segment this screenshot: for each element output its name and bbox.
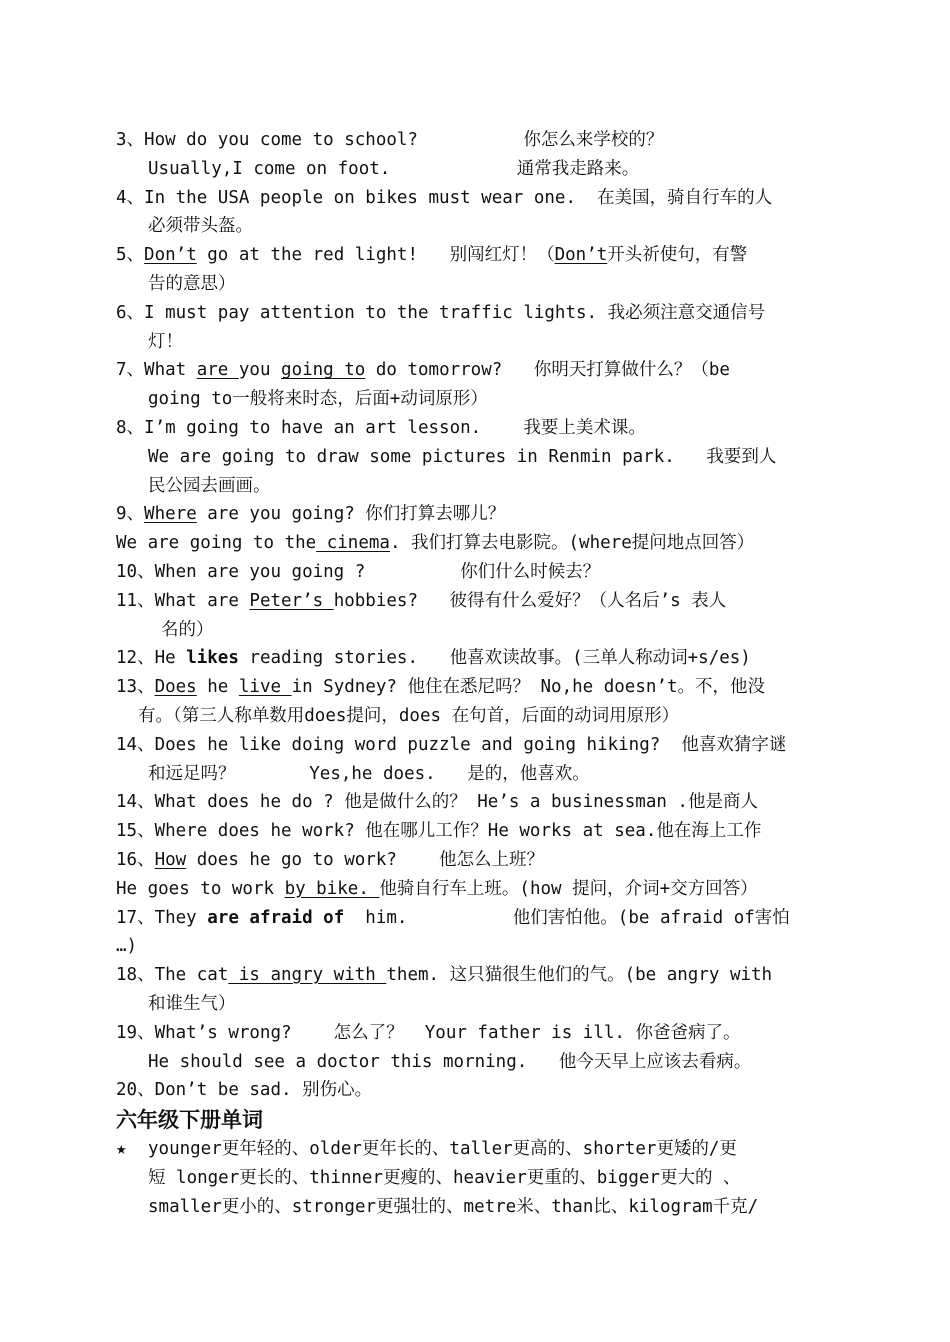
line-text: He should see a doctor this morning. 他今天早上应该去看病。 — [148, 1051, 752, 1072]
line-text: in Sydney? 他住在悉尼吗？ No,he doesn’t。不，他没 — [291, 677, 765, 698]
line-text: reading stories. 他喜欢读故事。(三单人称动词+s/es) — [238, 648, 751, 669]
text-line — [116, 616, 838, 645]
vocab-text: 短 longer更长的、thinner更瘦的、heavier更重的、bigger更大的 、 — [148, 1167, 741, 1188]
text-line — [116, 1048, 838, 1077]
line-text: 和远足吗？ Yes,he does. 是的，他喜欢。 — [148, 763, 590, 784]
line-text: 18、The cat — [116, 965, 229, 986]
line-text: 13、 — [116, 677, 155, 698]
text-line — [116, 558, 838, 587]
text-line — [116, 299, 838, 328]
line-text: 必须带头盔。 — [148, 216, 253, 237]
text-line — [116, 587, 838, 616]
underlined-text: Don’t — [144, 245, 197, 266]
star-icon: ★ — [116, 1139, 127, 1160]
text-line — [116, 385, 838, 414]
underlined-text: cinema — [316, 533, 390, 554]
line-text: are you going? 你们打算去哪儿？ — [196, 504, 506, 525]
text-line — [116, 875, 838, 904]
vocab-line — [116, 1135, 838, 1164]
underlined-text: Does — [154, 677, 197, 698]
line-text: 15、Where does he work? 他在哪儿工作？He works at sea.他在海上工作 — [116, 821, 762, 842]
underlined-text: by bike. — [284, 878, 380, 899]
line-text: 5、 — [116, 245, 145, 266]
text-line — [116, 184, 838, 213]
text-line — [116, 673, 838, 702]
text-line — [116, 356, 838, 385]
text-line — [116, 241, 838, 270]
text-line — [116, 328, 838, 357]
vocab-line — [116, 1164, 838, 1193]
text-line — [116, 932, 838, 961]
line-text: go at the red light! 别闯红灯！（ — [196, 245, 555, 266]
line-text: 8、I’m going to have an art lesson. 我要上美术课。 — [116, 417, 646, 438]
line-text: hobbies? 彼得有什么爱好？（人名后’s 表人 — [333, 590, 727, 611]
line-text: 9、 — [116, 504, 145, 525]
vocab-text: smaller更小的、stronger更强壮的、metre米、than比、kilogram千克/ — [148, 1196, 759, 1217]
line-text: 民公园去画画。 — [148, 475, 271, 496]
line-text: 16、 — [116, 849, 155, 870]
underlined-text: Don’t — [554, 245, 608, 266]
line-text: 14、What does he do ? 他是做什么的？ He’s a businessman .他是商人 — [116, 792, 758, 813]
text-line — [116, 788, 838, 817]
line-text: 开头祈使句，有警 — [607, 245, 748, 266]
line-text: 4、In the USA people on bikes must wear one. 在美国，骑自行车的人 — [116, 187, 773, 208]
bold-text: likes — [186, 648, 239, 669]
text-line — [116, 472, 838, 501]
underlined-text: is angry with — [228, 965, 387, 986]
text-line — [116, 443, 838, 472]
text-line — [116, 644, 838, 673]
text-line — [116, 155, 838, 184]
line-text: him. 他们害怕他。(be afraid of害怕 — [344, 907, 790, 928]
line-text: We are going to draw some pictures in Renmin park. 我要到人 — [148, 446, 777, 467]
line-text: 19、What’s wrong? 怎么了？ Your father is ill. 你爸爸病了。 — [116, 1022, 741, 1043]
line-text: 3、How do you come to school? 你怎么来学校的？ — [116, 130, 664, 150]
line-text: 6、I must pay attention to the traffic lights. 我必须注意交通信号 — [116, 302, 766, 323]
line-text: do tomorrow? 你明天打算做什么？（be — [365, 360, 730, 381]
section-heading: 六年级下册单词 — [116, 1108, 263, 1133]
text-line — [116, 702, 838, 731]
text-line — [116, 414, 838, 443]
line-text: 14、Does he like doing word puzzle and going hiking? 他喜欢猜字谜 — [116, 734, 787, 755]
line-text: We are going to the — [116, 533, 317, 554]
line-text: 7、What — [116, 360, 197, 381]
line-text: 20、Don’t be sad. 别伤心。 — [116, 1080, 373, 1101]
text-line — [116, 126, 838, 155]
line-text: …) — [116, 936, 138, 957]
text-line — [116, 212, 838, 241]
text-line — [116, 270, 838, 299]
text-line — [116, 760, 838, 789]
underlined-text: Peter’s — [249, 590, 334, 611]
text-line — [116, 817, 838, 846]
line-text: 名的） — [161, 619, 214, 640]
text-line — [116, 961, 838, 990]
underlined-text: are — [196, 360, 239, 381]
line-text: 灯！ — [148, 331, 183, 352]
line-text: Usually,I come on foot. 通常我走路来。 — [148, 158, 640, 179]
line-text: does he go to work? 他怎么上班？ — [186, 849, 545, 870]
underlined-text: How — [154, 849, 187, 870]
text-line — [116, 731, 838, 760]
text-line — [116, 1076, 838, 1105]
underlined-text: Where — [144, 504, 197, 525]
line-text: 有。（第三人称单数用does提问，does 在句首，后面的动词用原形） — [138, 705, 680, 726]
line-text: . 我们打算去电影院。(where提问地点回答） — [389, 533, 755, 554]
text-line — [116, 529, 838, 558]
vocab-line — [116, 1193, 838, 1222]
line-text: he — [196, 677, 239, 698]
line-text: He goes to work — [116, 878, 285, 899]
text-line — [116, 1019, 838, 1048]
line-text: you — [238, 360, 282, 381]
line-text: 17、They — [116, 907, 208, 928]
text-line — [116, 500, 838, 529]
line-text: 和谁生气） — [148, 993, 236, 1014]
line-text: 11、What are — [116, 590, 250, 611]
line-text: 10、When are you going ? 你们什么时候去？ — [116, 561, 601, 582]
document-page — [116, 126, 838, 1221]
line-text: 告的意思） — [148, 273, 236, 294]
text-line — [116, 990, 838, 1019]
line-text: them. 这只猫很生他们的气。(be angry with — [386, 965, 773, 986]
line-text: going to一般将来时态，后面+动词原形） — [148, 389, 488, 410]
line-text: 他骑自行车上班。(how 提问，介词+交方回答） — [379, 878, 758, 899]
underlined-text: going to — [281, 360, 366, 381]
underlined-text: live — [238, 677, 292, 698]
bold-text: are afraid of — [207, 907, 345, 928]
line-text: 12、He — [116, 648, 187, 669]
vocab-text: younger更年轻的、older更年长的、taller更高的、shorter更矮的/更 — [148, 1139, 737, 1160]
text-line — [116, 904, 838, 933]
text-line — [116, 846, 838, 875]
